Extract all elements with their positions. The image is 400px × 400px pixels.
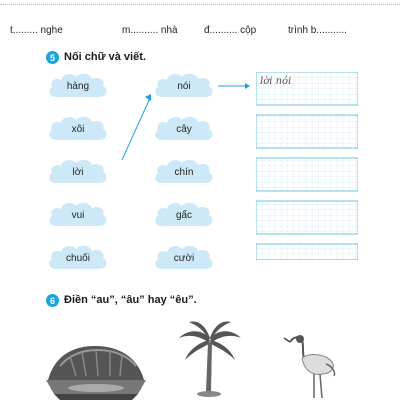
fill-word-3: đ.......... cộp bbox=[204, 25, 257, 36]
writing-grid-3 bbox=[256, 158, 358, 191]
fill-word-4: trình b........... bbox=[288, 25, 347, 36]
ibis-bird-illustration bbox=[282, 330, 342, 400]
word-label: cây bbox=[176, 123, 192, 135]
palm-tree-illustration bbox=[175, 318, 245, 400]
word-label: lời bbox=[72, 166, 84, 178]
writing-grid-5 bbox=[256, 244, 358, 260]
fill-word-2: m.......... nhà bbox=[122, 25, 178, 36]
section-5-title: Nối chữ và viết. bbox=[64, 51, 146, 63]
writing-grid-2 bbox=[256, 115, 358, 148]
word-label: chín bbox=[174, 166, 194, 178]
section-6-number: 6 bbox=[46, 294, 59, 307]
house-boat-illustration bbox=[40, 320, 150, 400]
section-6-title: Điền “au”, “âu” hay “êu”. bbox=[64, 294, 197, 306]
word-label: vui bbox=[71, 209, 85, 221]
arrow-loi-to-noi bbox=[122, 98, 150, 160]
word-label: xôi bbox=[71, 123, 85, 135]
word-label: cười bbox=[173, 252, 195, 264]
fill-word-1: t......... nghe bbox=[10, 25, 63, 36]
word-label: hàng bbox=[66, 80, 90, 92]
word-label: nói bbox=[177, 80, 191, 92]
section-5-number: 5 bbox=[46, 51, 59, 64]
writing-grids bbox=[256, 72, 358, 260]
word-label: gấc bbox=[175, 209, 193, 221]
writing-grid-4 bbox=[256, 201, 358, 234]
sample-handwriting: lời nói bbox=[260, 76, 292, 87]
word-label: chuối bbox=[66, 252, 90, 264]
